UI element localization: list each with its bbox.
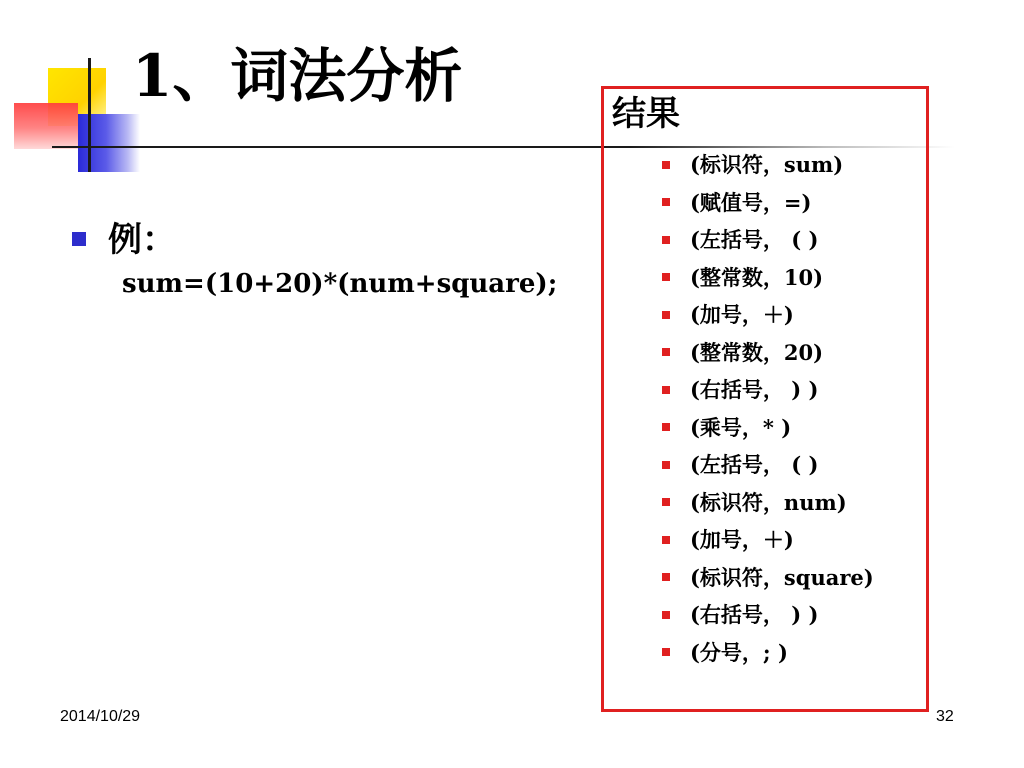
- list-item: [662, 596, 874, 634]
- list-item: [662, 259, 874, 297]
- square-bullet-icon: [662, 198, 670, 206]
- result-token: (左括号， ( ): [690, 452, 819, 477]
- list-item: [662, 484, 874, 522]
- result-title: 结果: [612, 94, 680, 134]
- result-token: (加号，＋): [690, 527, 794, 552]
- result-token: (右括号， ) ): [690, 377, 819, 402]
- square-bullet-icon: [662, 423, 670, 431]
- square-bullet-icon: [662, 273, 670, 281]
- list-item: [662, 634, 874, 672]
- list-item: [662, 371, 874, 409]
- result-token: (左括号， ( ): [690, 227, 819, 252]
- logo-red-square: [14, 103, 78, 149]
- title-underline: [52, 146, 630, 148]
- square-bullet-icon: [72, 232, 86, 246]
- list-item: [662, 146, 874, 184]
- list-item: [662, 184, 874, 222]
- footer-date: 2014/10/29: [60, 708, 141, 725]
- result-list: [662, 146, 874, 671]
- result-token: (整常数，10): [690, 264, 824, 290]
- square-bullet-icon: [662, 648, 670, 656]
- list-item: [662, 221, 874, 259]
- result-token: (整常数，20): [690, 339, 824, 365]
- result-token: (分号，; ): [690, 639, 788, 665]
- list-item: [662, 296, 874, 334]
- square-bullet-icon: [662, 573, 670, 581]
- list-item: [662, 334, 874, 372]
- page-number: 32: [936, 708, 954, 725]
- list-item: [662, 446, 874, 484]
- result-token: (标识符，num): [690, 489, 847, 515]
- list-item: [662, 409, 874, 447]
- result-token: (标识符，square): [690, 564, 874, 590]
- list-item: [662, 521, 874, 559]
- list-item: [662, 559, 874, 597]
- result-token: (加号，＋): [690, 302, 794, 327]
- square-bullet-icon: [662, 236, 670, 244]
- square-bullet-icon: [662, 161, 670, 169]
- example-line: [72, 218, 176, 262]
- square-bullet-icon: [662, 386, 670, 394]
- square-bullet-icon: [662, 536, 670, 544]
- logo-vertical-line: [88, 58, 91, 172]
- result-token: (标识符，sum): [690, 152, 844, 177]
- slide-title: 1、词法分析: [132, 42, 463, 110]
- result-token: (右括号， ) ): [690, 602, 819, 627]
- square-bullet-icon: [662, 498, 670, 506]
- square-bullet-icon: [662, 348, 670, 356]
- example-label: 例：: [108, 220, 176, 260]
- result-token: (赋值号，=): [690, 189, 812, 215]
- result-token: (乘号，* ): [690, 414, 792, 440]
- square-bullet-icon: [662, 461, 670, 469]
- example-code: sum=(10+20)*(num+square);: [122, 269, 558, 299]
- square-bullet-icon: [662, 611, 670, 619]
- square-bullet-icon: [662, 311, 670, 319]
